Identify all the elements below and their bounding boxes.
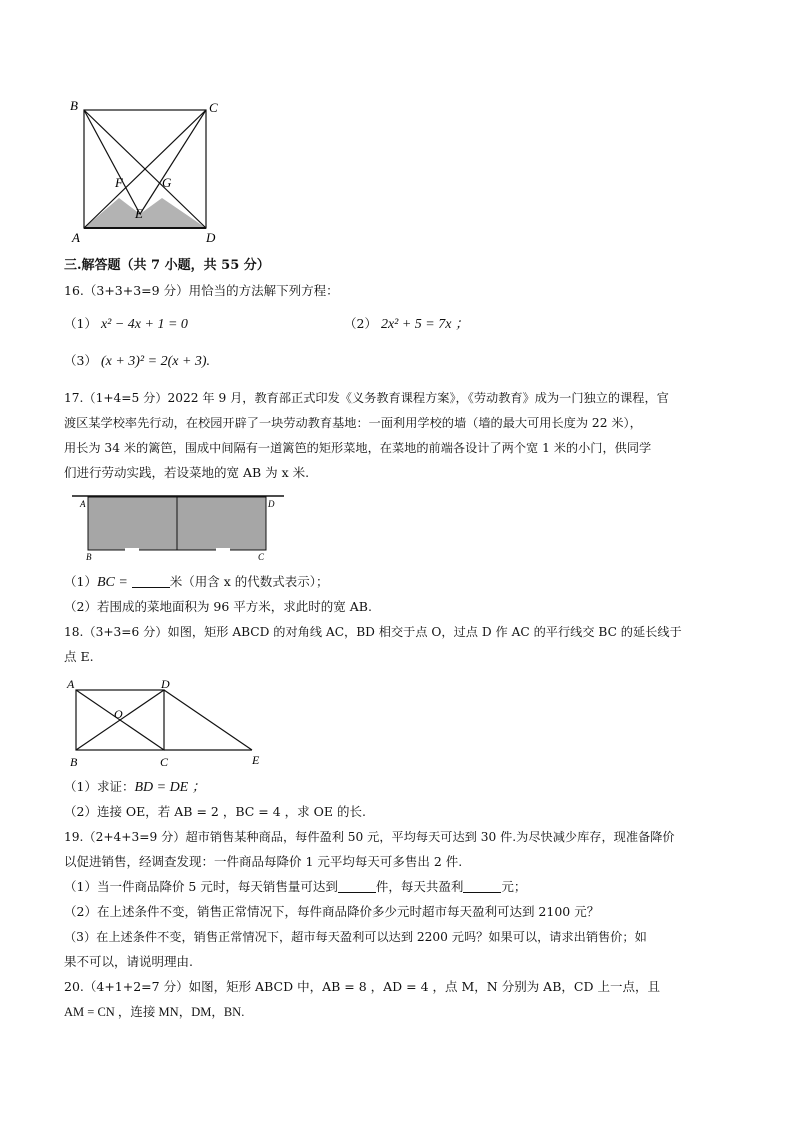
- q16-part2-equation: 2x² + 5 = 7x ；: [380, 317, 469, 332]
- label-f: F: [115, 175, 123, 190]
- segment-ce: [140, 110, 206, 214]
- q20-line2-text: AM = CN ，连接 MN，DM，BN.: [64, 1005, 245, 1019]
- q16-part3: [64, 351, 210, 372]
- q16-part1: [64, 314, 188, 335]
- q17-part1-post: 米（用含 x 的代数式表示）；: [169, 574, 329, 589]
- label-b: B: [86, 552, 92, 562]
- q19-part1-text-c: 元；: [501, 879, 527, 894]
- q17-part1-math: BC =: [96, 575, 128, 590]
- q17-line4: 们进行劳动实践，若设菜地的宽 AB 为 x 米.: [64, 465, 310, 480]
- q18-line2: 点 E.: [64, 649, 94, 664]
- q16-part2: [344, 314, 469, 335]
- q18-part1: [64, 777, 206, 798]
- q17-part1-label: （1）: [64, 574, 97, 589]
- q18-part1-label: （1）求证：: [64, 779, 135, 794]
- q19-line2: 以促进销售，经调查发现：一件商品每降价 1 元平均每天可多售出 2 件.: [64, 854, 463, 869]
- label-c: C: [209, 100, 218, 115]
- label-o: O: [114, 707, 123, 721]
- q17-line1: 17.（1+4=5 分）2022 年 9 月，教育部正式印发《义务教育课程方案》，《劳动教育》成为一门独立的课程，官: [64, 391, 669, 405]
- q19-part3-line2: 果不可以，请说明理由.: [64, 954, 193, 969]
- shaded-region: [84, 198, 206, 228]
- answer-blank-profit[interactable]: [463, 878, 501, 893]
- q19-part3-line1: （3）在上述条件不变，销售正常情况下，超市每天盈利可以达到 2200 元吗？如果可以，请求出销售价；如: [64, 930, 647, 944]
- label-d: D: [161, 677, 170, 691]
- segment-de: [164, 690, 252, 750]
- answer-blank-bc[interactable]: [132, 573, 170, 588]
- label-c: C: [258, 552, 265, 562]
- label-e: E: [252, 753, 260, 767]
- answer-blank-sales[interactable]: [338, 878, 376, 893]
- label-a: A: [67, 677, 75, 691]
- section-heading: 三.解答题（共 7 小题，共 55 分）: [64, 258, 270, 273]
- gate-left: [125, 548, 139, 553]
- figure-rectangle-abcd: [62, 674, 272, 772]
- figure-square-triangles: [70, 96, 230, 246]
- q16-head: 16.（3+3+3=9 分）用恰当的方法解下列方程：: [64, 283, 339, 298]
- label-b: B: [70, 755, 78, 769]
- q19-part1-text-a: （1）当一件商品降价 5 元时，每天销售量可达到: [64, 879, 338, 894]
- label-b: B: [70, 98, 78, 113]
- label-a: A: [80, 499, 86, 509]
- label-d: D: [268, 499, 275, 509]
- label-d: D: [206, 230, 216, 245]
- q19-line1: 19.（2+4+3=9 分）超市销售某种商品，每件盈利 50 元，平均每天可达到 30 件.为尽快减少库存，现准备降价: [64, 830, 675, 844]
- q16-part3-label: （3）: [64, 353, 97, 368]
- label-c: C: [160, 755, 169, 769]
- q16-part1-equation: x² − 4x + 1 = 0: [100, 317, 188, 332]
- figure-vegetable-garden: [70, 490, 290, 562]
- segment-be: [84, 110, 140, 214]
- q16-part3-equation: (x + 3)² = 2(x + 3).: [100, 354, 211, 369]
- q16-part1-label: （1）: [64, 316, 97, 331]
- q20-line2: [64, 1002, 244, 1022]
- q18-part2: （2）连接 OE，若 AB = 2 ，BC = 4 ，求 OE 的长.: [64, 804, 366, 819]
- label-e: E: [135, 206, 143, 221]
- gate-right: [216, 548, 230, 553]
- q18-part1-math: BD = DE ；: [134, 780, 206, 795]
- q17-line3: 用长为 34 米的篱笆，围成中间隔有一道篱笆的矩形菜地，在菜地的前端各设计了两个宽 1 米的小门，供同学: [64, 441, 652, 455]
- q20-line1: 20.（4+1+2=7 分）如图，矩形 ABCD 中，AB = 8 ，AD = 4 ，点 M，N 分别为 AB，CD 上一点，且: [64, 979, 660, 994]
- q18-line1: 18.（3+3=6 分）如图，矩形 ABCD 的对角线 AC，BD 相交于点 O，过点 D 作 AC 的平行线交 BC 的延长线于: [64, 625, 682, 639]
- q16-part2-label: （2）: [344, 316, 377, 331]
- q19-part1-text-b: 件，每天共盈利: [375, 879, 464, 894]
- q17-part1: [64, 572, 329, 593]
- label-a: A: [72, 230, 80, 245]
- label-g: G: [162, 175, 172, 190]
- q19-part1: [64, 877, 526, 897]
- q19-part2: （2）在上述条件不变，销售正常情况下，每件商品降价多少元时超市每天盈利可达到 2100 元？: [64, 904, 600, 919]
- q17-part2: （2）若围成的菜地面积为 96 平方米，求此时的宽 AB.: [64, 599, 372, 614]
- q17-line2: 渡区某学校率先行动，在校园开辟了一块劳动教育基地：一面利用学校的墙（墙的最大可用长度为 22 米），: [64, 416, 642, 430]
